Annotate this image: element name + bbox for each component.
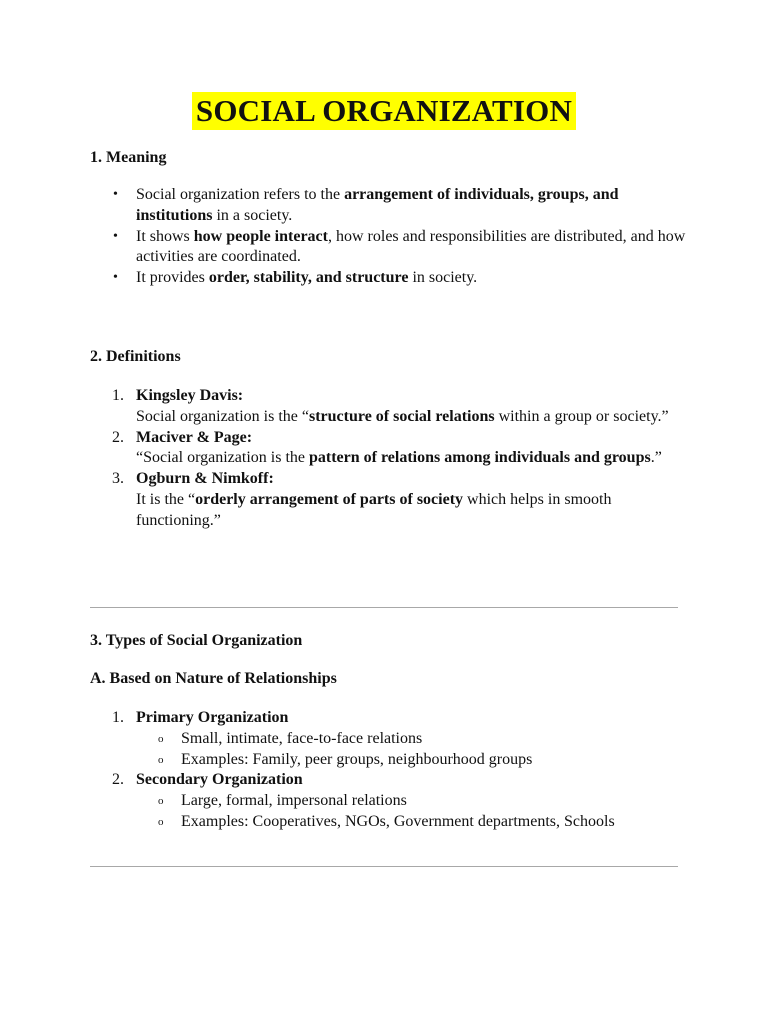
- bullet-text: It shows: [136, 227, 194, 245]
- sub-item-text: Large, formal, impersonal relations: [181, 792, 407, 810]
- sub-list-item: [136, 812, 688, 833]
- definition-author: Kingsley Davis:: [136, 387, 244, 404]
- definition-text: “Social organization is the: [136, 449, 309, 467]
- horizontal-divider: [90, 607, 678, 608]
- definition-text: within a group or society.”: [494, 407, 669, 425]
- sub-list-item: [136, 750, 688, 771]
- definition-text: .”: [650, 449, 662, 467]
- page-title: SOCIAL ORGANIZATION: [192, 92, 576, 130]
- definition-author: Ogburn & Nimkoff:: [136, 470, 274, 488]
- meaning-bullet-item: [0, 185, 768, 227]
- type-name: Primary Organization: [136, 709, 289, 726]
- bullet-emphasis: arrangement of individuals, groups, and institutions: [136, 186, 619, 224]
- definition-emphasis: pattern of relations among individuals and groups: [309, 449, 651, 467]
- meaning-bullet-list: [0, 185, 768, 289]
- definition-emphasis: structure of social relations: [309, 407, 495, 425]
- list-number: 1.: [112, 709, 124, 726]
- bullet-text: in society.: [408, 269, 478, 287]
- list-number: 3.: [112, 470, 124, 488]
- types-list: [0, 708, 768, 833]
- section-subheading-relationships: A. Based on Nature of Relationships: [90, 670, 337, 687]
- definition-item: [0, 469, 768, 531]
- sub-list-item: [136, 729, 688, 750]
- section-heading-meaning: 1. Meaning: [90, 149, 167, 166]
- definition-item: [0, 386, 768, 428]
- bullet-icon: •: [113, 228, 118, 244]
- definition-text: Social organization is the “: [136, 407, 309, 425]
- title-wrap: [0, 92, 768, 130]
- definition-emphasis: orderly arrangement of parts of society: [195, 490, 464, 508]
- meaning-bullet-item: [0, 268, 768, 289]
- sub-item-text: Small, intimate, face-to-face relations: [181, 729, 423, 747]
- bullet-text: It provides: [136, 269, 209, 287]
- circle-bullet-icon: o: [158, 732, 164, 745]
- sub-item-text: Examples: Cooperatives, NGOs, Government departments, Schools: [181, 812, 615, 830]
- circle-bullet-icon: o: [158, 815, 164, 828]
- definition-item: [0, 428, 768, 470]
- type-item: [0, 708, 768, 770]
- section-heading-types: 3. Types of Social Organization: [90, 632, 303, 649]
- bullet-emphasis: order, stability, and structure: [208, 269, 409, 287]
- type-sub-list: [136, 729, 688, 771]
- sub-list-item: [136, 791, 688, 812]
- bullet-text: in a society.: [212, 206, 293, 224]
- bullet-text: , how roles and responsibilities are distributed, and how activities are coordinated.: [136, 227, 686, 266]
- type-sub-list: [136, 791, 688, 833]
- circle-bullet-icon: o: [158, 753, 164, 766]
- bullet-icon: •: [113, 270, 118, 286]
- definition-text: which helps in smooth functioning.”: [136, 490, 612, 529]
- list-number: 1.: [112, 387, 124, 404]
- bullet-icon: •: [113, 187, 118, 202]
- list-number: 2.: [112, 771, 124, 789]
- section-heading-definitions: 2. Definitions: [90, 348, 181, 365]
- bullet-emphasis: how people interact: [193, 227, 328, 245]
- definitions-list: [0, 386, 768, 532]
- list-number: 2.: [112, 428, 124, 446]
- meaning-bullet-item: [0, 227, 768, 269]
- horizontal-divider: [90, 866, 678, 867]
- type-name: Secondary Organization: [136, 771, 303, 789]
- type-item: [0, 770, 768, 832]
- definition-author: Maciver & Page:: [136, 428, 253, 446]
- definition-text: It is the “: [136, 490, 196, 508]
- circle-bullet-icon: o: [158, 795, 164, 808]
- bullet-text: Social organization refers to the: [136, 186, 345, 203]
- sub-item-text: Examples: Family, peer groups, neighbourhood groups: [181, 750, 533, 768]
